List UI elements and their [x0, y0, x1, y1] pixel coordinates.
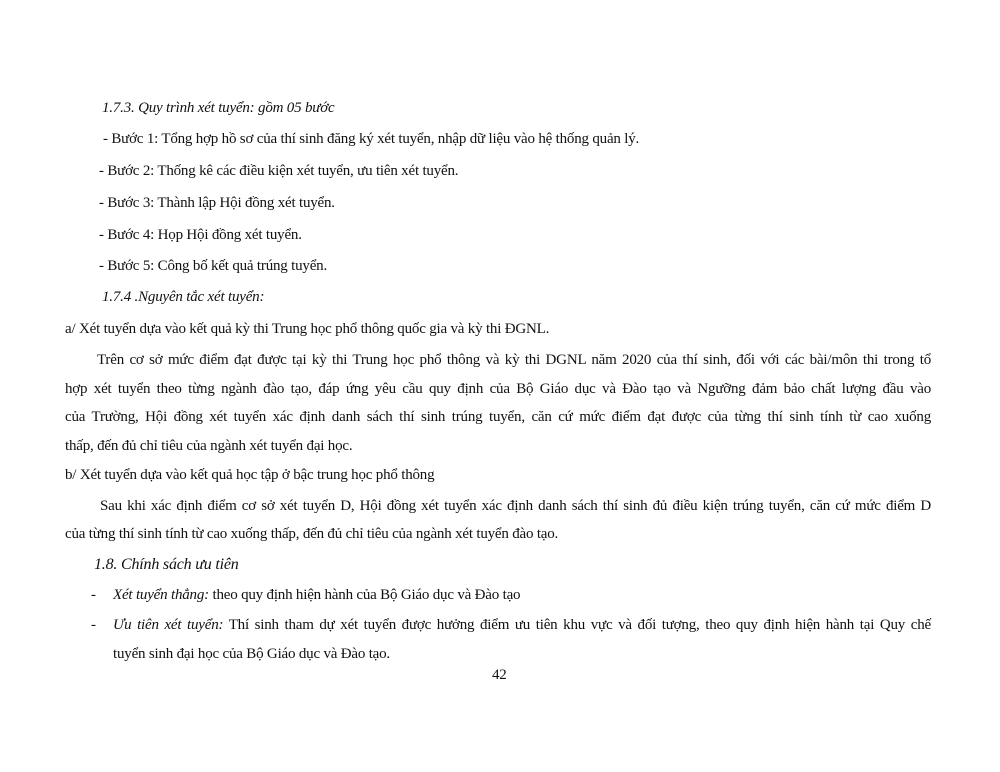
step-3: - Bước 3: Thành lập Hội đồng xét tuyển.: [99, 195, 335, 211]
section-1-7-3-heading: 1.7.3. Quy trình xét tuyển: gồm 05 bước: [102, 100, 335, 116]
paragraph-a-line: Trên cơ sở mức điểm đạt được tại kỳ thi Trung học phổ thông và kỳ thi DGNL năm 2020 của thí sinh, đối với các bài/môn thi trong tổ: [97, 352, 931, 368]
bullet-marker: -: [91, 617, 96, 633]
section-1-8-heading: 1.8. Chính sách ưu tiên: [94, 556, 239, 573]
bullet-direct-admission: [113, 586, 520, 604]
paragraph-b-line: Sau khi xác định điểm cơ sở xét tuyển D, Hội đồng xét tuyển xác định danh sách thí sinh đủ điều kiện trúng tuyển, căn cứ mức điểm D: [100, 498, 931, 514]
step-2: - Bước 2: Thống kê các điều kiện xét tuyển, ưu tiên xét tuyển.: [99, 163, 459, 179]
step-4: - Bước 4: Họp Hội đồng xét tuyển.: [99, 227, 302, 243]
paragraph-a-line: hợp xét tuyển theo từng ngành đào tạo, đáp ứng yêu cầu quy định của Bộ Giáo dục và Đào tạo và Ngưỡng đảm bảo chất lượng đầu vào: [65, 381, 931, 397]
bullet-priority-admission: [113, 616, 931, 634]
criterion-b-heading: b/ Xét tuyển dựa vào kết quả học tập ở bậc trung học phổ thông: [65, 467, 435, 483]
step-5: - Bước 5: Công bố kết quả trúng tuyển.: [99, 258, 328, 274]
bullet-text: Thí sinh tham dự xét tuyển được hưởng điểm ưu tiên khu vực và đối tượng, theo quy định hiện hành tại Quy chế: [223, 617, 931, 633]
paragraph-a-line: của Trường, Hội đồng xét tuyển xác định danh sách thí sinh trúng tuyển, căn cứ mức điểm đạt được của từng thí sinh tính từ cao xuống: [65, 409, 931, 425]
paragraph-a-line: thấp, đến đủ chỉ tiêu của ngành xét tuyển đại học.: [65, 438, 353, 454]
bullet-label: Xét tuyển thẳng:: [113, 587, 209, 603]
bullet-marker: -: [91, 587, 96, 603]
criterion-a-heading: a/ Xét tuyển dựa vào kết quả kỳ thi Trung học phổ thông quốc gia và kỳ thi ĐGNL.: [65, 321, 550, 337]
section-1-7-4-heading: 1.7.4 .Nguyên tắc xét tuyển:: [102, 289, 265, 305]
bullet-text: theo quy định hiện hành của Bộ Giáo dục và Đào tạo: [208, 587, 521, 603]
step-1: - Bước 1: Tổng hợp hồ sơ của thí sinh đăng ký xét tuyển, nhập dữ liệu vào hệ thống quản lý.: [103, 131, 640, 147]
bullet-continuation: tuyển sinh đại học của Bộ Giáo dục và Đào tạo.: [113, 646, 390, 662]
paragraph-b-line: của từng thí sinh tính từ cao xuống thấp, đến đủ chỉ tiêu của ngành xét tuyển đào tạo.: [65, 526, 559, 542]
bullet-label: Ưu tiên xét tuyển:: [113, 617, 224, 633]
page-number: 42: [492, 667, 507, 683]
